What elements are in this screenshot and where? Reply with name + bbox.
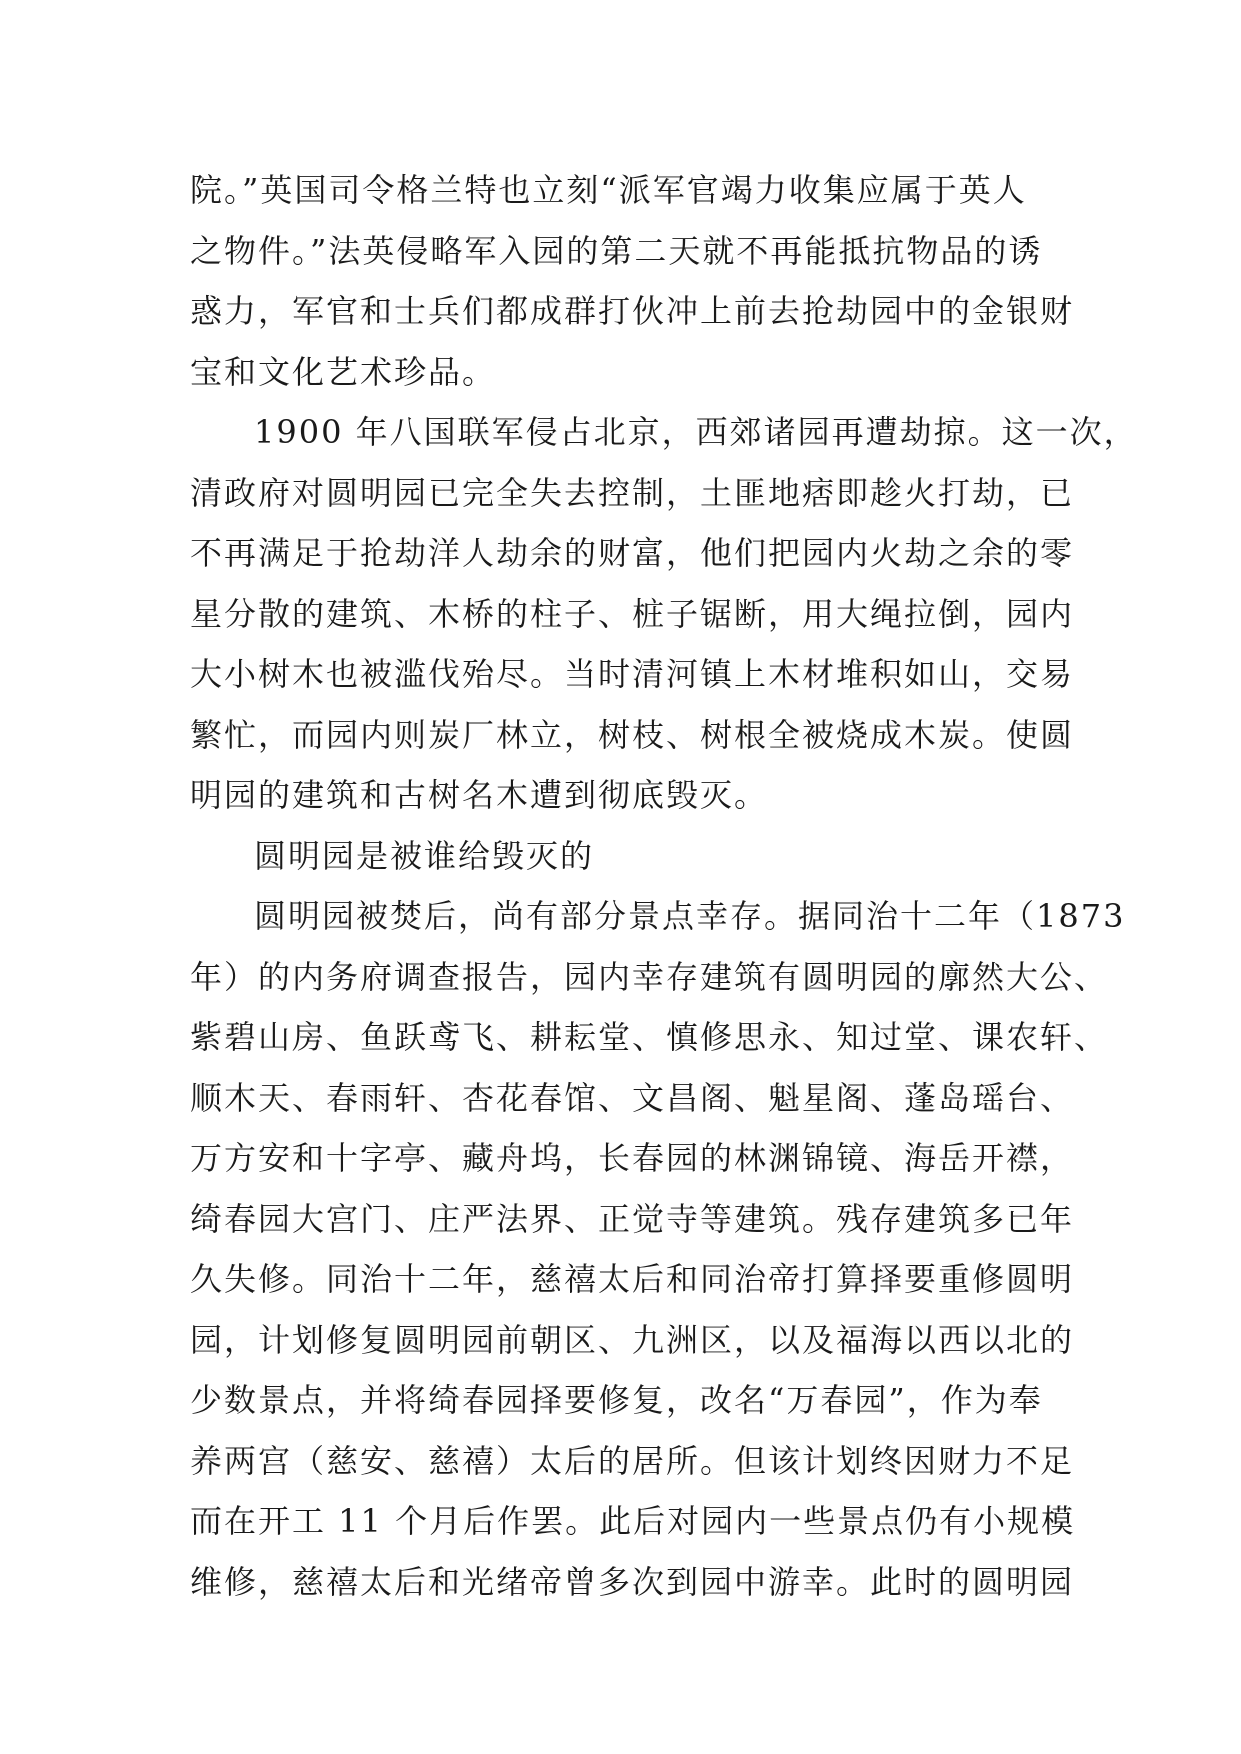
text-line: 少数景点，并将绮春园择要修复，改名“万春园”，作为奉 bbox=[190, 1381, 1043, 1419]
section-heading: 圆明园是被谁给毁灭的 bbox=[254, 836, 595, 875]
text-line: 万方安和十字亭、藏舟坞，长春园的林渊锦镜、海岳开襟， bbox=[190, 1139, 1075, 1177]
text-line: 不再满足于抢劫洋人劫余的财富，他们把园内火劫之余的零 bbox=[190, 534, 1075, 572]
text-line: 年）的内务府调查报告，园内幸存建筑有圆明园的廓然大公、 bbox=[190, 957, 1109, 996]
text-line: 绮春园大宫门、庄严法界、正觉寺等建筑。残存建筑多已年 bbox=[190, 1199, 1075, 1238]
text-line: 惑力，军官和士兵们都成群打伙冲上前去抢劫园中的金银财 bbox=[190, 292, 1075, 330]
text-line: 清政府对圆明园已完全失去控制，土匪地痞即趁火打劫，已 bbox=[190, 473, 1075, 512]
text-line: 星分散的建筑、木桥的柱子、桩子锯断，用大绳拉倒，园内 bbox=[190, 594, 1075, 633]
text-line: 之物件。”法英侵略军入园的第二天就不再能抵抗物品的诱 bbox=[190, 231, 1043, 270]
text-line: 养两宫（慈安、慈禧）太后的居所。但该计划终因财力不足 bbox=[190, 1441, 1075, 1480]
text-line: 大小树木也被滥伐殆尽。当时清河镇上木材堆积如山，交易 bbox=[190, 655, 1075, 693]
text-line: 宝和文化艺术珍品。 bbox=[190, 352, 497, 391]
text-line: 繁忙，而园内则炭厂林立，树枝、树根全被烧成木炭。使圆 bbox=[190, 715, 1075, 754]
text-line: 院。”英国司令格兰特也立刻“派军官竭力收集应属于英人 bbox=[190, 171, 1027, 209]
paragraph-start-line: 圆明园被焚后，尚有部分景点幸存。据同治十二年（1873 bbox=[254, 897, 1126, 935]
text-line: 顺木天、春雨轩、杏花春馆、文昌阁、魁星阁、蓬岛瑶台、 bbox=[190, 1078, 1075, 1117]
paragraph-start-line: 1900 年八国联军侵占北京，西郊诸园再遭劫掠。这一次， bbox=[254, 413, 1138, 451]
text-line: 维修，慈禧太后和光绪帝曾多次到园中游幸。此时的圆明园 bbox=[190, 1562, 1075, 1601]
text-line: 明园的建筑和古树名木遭到彻底毁灭。 bbox=[190, 776, 769, 814]
text-line: 久失修。同治十二年，慈禧太后和同治帝打算择要重修圆明 bbox=[190, 1260, 1075, 1298]
text-line: 而在开工 11 个月后作罢。此后对园内一些景点仍有小规模 bbox=[190, 1502, 1076, 1540]
body-text bbox=[190, 160, 1138, 1612]
text-line: 紫碧山房、鱼跃鸢飞、耕耘堂、慎修思永、知过堂、课农轩、 bbox=[190, 1018, 1109, 1056]
text-line: 园，计划修复圆明园前朝区、九洲区，以及福海以西以北的 bbox=[190, 1320, 1075, 1359]
